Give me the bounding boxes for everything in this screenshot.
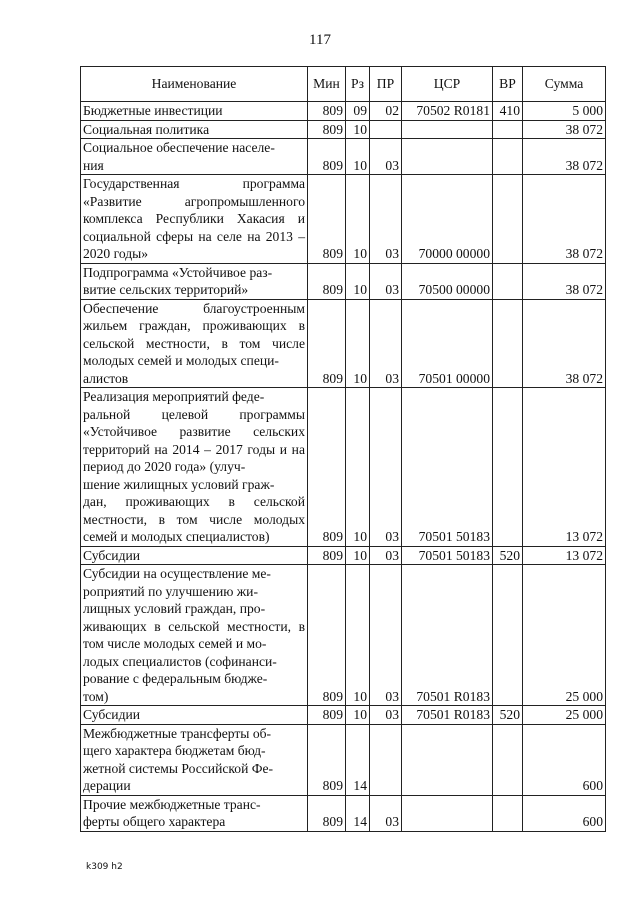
row-vr — [493, 724, 523, 795]
row-sum: 25 000 — [523, 565, 606, 706]
row-csr — [402, 795, 493, 831]
row-csr: 70501 R0183 — [402, 565, 493, 706]
row-min: 809 — [308, 565, 346, 706]
row-vr: 520 — [493, 706, 523, 725]
table-row — [81, 263, 606, 299]
row-csr: 70502 R0181 — [402, 102, 493, 121]
row-sum: 38 072 — [523, 120, 606, 139]
row-vr — [493, 299, 523, 388]
row-name: Бюджетные инвестиции — [81, 102, 308, 121]
footer-code: k309 h2 — [86, 862, 123, 872]
row-min: 809 — [308, 120, 346, 139]
row-pr — [370, 120, 402, 139]
row-csr — [402, 724, 493, 795]
row-sum: 25 000 — [523, 706, 606, 725]
row-pr: 03 — [370, 546, 402, 565]
table-row — [81, 546, 606, 565]
row-sum: 13 072 — [523, 546, 606, 565]
table-row — [81, 120, 606, 139]
row-name: Социальное обеспечение населе- ния — [81, 139, 308, 175]
row-rz: 14 — [346, 724, 370, 795]
row-pr: 03 — [370, 139, 402, 175]
row-name: Прочие межбюджетные транс- ферты общего характера — [81, 795, 308, 831]
row-pr — [370, 724, 402, 795]
row-name: Субсидии на осуществление ме- роприятий по улучшению жи- лищных условий граждан, про- живающих в сельской местности, в том числе молодых семей и мо- лодых специалистов (софинанси- рование с федеральным бюдже- том) — [81, 565, 308, 706]
row-vr — [493, 388, 523, 547]
row-min: 809 — [308, 175, 346, 264]
row-rz: 10 — [346, 388, 370, 547]
row-vr — [493, 139, 523, 175]
row-min: 809 — [308, 795, 346, 831]
row-csr: 70000 00000 — [402, 175, 493, 264]
row-sum: 5 000 — [523, 102, 606, 121]
row-min: 809 — [308, 546, 346, 565]
row-csr: 70501 50183 — [402, 388, 493, 547]
budget-table — [80, 66, 606, 832]
row-name: Субсидии — [81, 546, 308, 565]
row-rz: 10 — [346, 263, 370, 299]
row-pr: 03 — [370, 706, 402, 725]
row-sum: 13 072 — [523, 388, 606, 547]
row-name: Субсидии — [81, 706, 308, 725]
row-rz: 09 — [346, 102, 370, 121]
header-pr: ПР — [370, 67, 402, 102]
row-rz: 10 — [346, 706, 370, 725]
row-pr: 03 — [370, 565, 402, 706]
table-row — [81, 565, 606, 706]
row-vr: 520 — [493, 546, 523, 565]
table-row — [81, 724, 606, 795]
row-sum: 38 072 — [523, 175, 606, 264]
table-row — [81, 175, 606, 264]
row-pr: 02 — [370, 102, 402, 121]
table-row — [81, 706, 606, 725]
table-row — [81, 795, 606, 831]
row-pr: 03 — [370, 175, 402, 264]
row-min: 809 — [308, 388, 346, 547]
row-rz: 10 — [346, 299, 370, 388]
row-rz: 10 — [346, 175, 370, 264]
row-pr: 03 — [370, 795, 402, 831]
row-sum: 38 072 — [523, 263, 606, 299]
row-csr: 70501 00000 — [402, 299, 493, 388]
row-vr: 410 — [493, 102, 523, 121]
row-min: 809 — [308, 102, 346, 121]
table-row — [81, 388, 606, 547]
row-vr — [493, 175, 523, 264]
row-min: 809 — [308, 706, 346, 725]
row-name: Межбюджетные трансферты об- щего характера бюджетам бюд- жетной системы Российской Фе- дерации — [81, 724, 308, 795]
row-rz: 10 — [346, 139, 370, 175]
row-name: Социальная политика — [81, 120, 308, 139]
row-name: Реализация мероприятий феде- ральной целевой программы «Устойчивое развитие сельских территорий на 2014 – 2017 годы и на период до 2020 года» (улуч- шение жилищных условий граж- дан, проживающих в сельской местности, в том числе молодых семей и молодых специалистов) — [81, 388, 308, 547]
row-pr: 03 — [370, 388, 402, 547]
row-sum: 600 — [523, 795, 606, 831]
row-name: Подпрограмма «Устойчивое раз- витие сельских территорий» — [81, 263, 308, 299]
row-sum: 38 072 — [523, 299, 606, 388]
table-row — [81, 139, 606, 175]
row-rz: 10 — [346, 120, 370, 139]
row-pr: 03 — [370, 263, 402, 299]
row-rz: 10 — [346, 546, 370, 565]
header-name: Наименование — [81, 67, 308, 102]
row-vr — [493, 120, 523, 139]
row-rz: 10 — [346, 565, 370, 706]
row-rz: 14 — [346, 795, 370, 831]
row-csr: 70501 R0183 — [402, 706, 493, 725]
header-rz: Рз — [346, 67, 370, 102]
row-name: Обеспечение благоустроенным жильем граждан, проживающих в сельской местности, в том числе молодых семей и молодых специ- алистов — [81, 299, 308, 388]
row-csr: 70500 00000 — [402, 263, 493, 299]
page-number: 117 — [309, 32, 331, 48]
row-name: Государственная программа «Развитие агропромышленного комплекса Республики Хакасия и социальной сферы на селе на 2013 – 2020 годы» — [81, 175, 308, 264]
row-vr — [493, 565, 523, 706]
row-min: 809 — [308, 724, 346, 795]
row-pr: 03 — [370, 299, 402, 388]
row-min: 809 — [308, 299, 346, 388]
row-csr — [402, 139, 493, 175]
table-row — [81, 299, 606, 388]
row-csr: 70501 50183 — [402, 546, 493, 565]
header-vr: ВР — [493, 67, 523, 102]
row-sum: 38 072 — [523, 139, 606, 175]
row-csr — [402, 120, 493, 139]
table-row — [81, 102, 606, 121]
row-min: 809 — [308, 139, 346, 175]
header-sum: Сумма — [523, 67, 606, 102]
row-vr — [493, 795, 523, 831]
row-min: 809 — [308, 263, 346, 299]
header-min: Мин — [308, 67, 346, 102]
row-sum: 600 — [523, 724, 606, 795]
row-vr — [493, 263, 523, 299]
header-csr: ЦСР — [402, 67, 493, 102]
table-header-row — [81, 67, 606, 102]
